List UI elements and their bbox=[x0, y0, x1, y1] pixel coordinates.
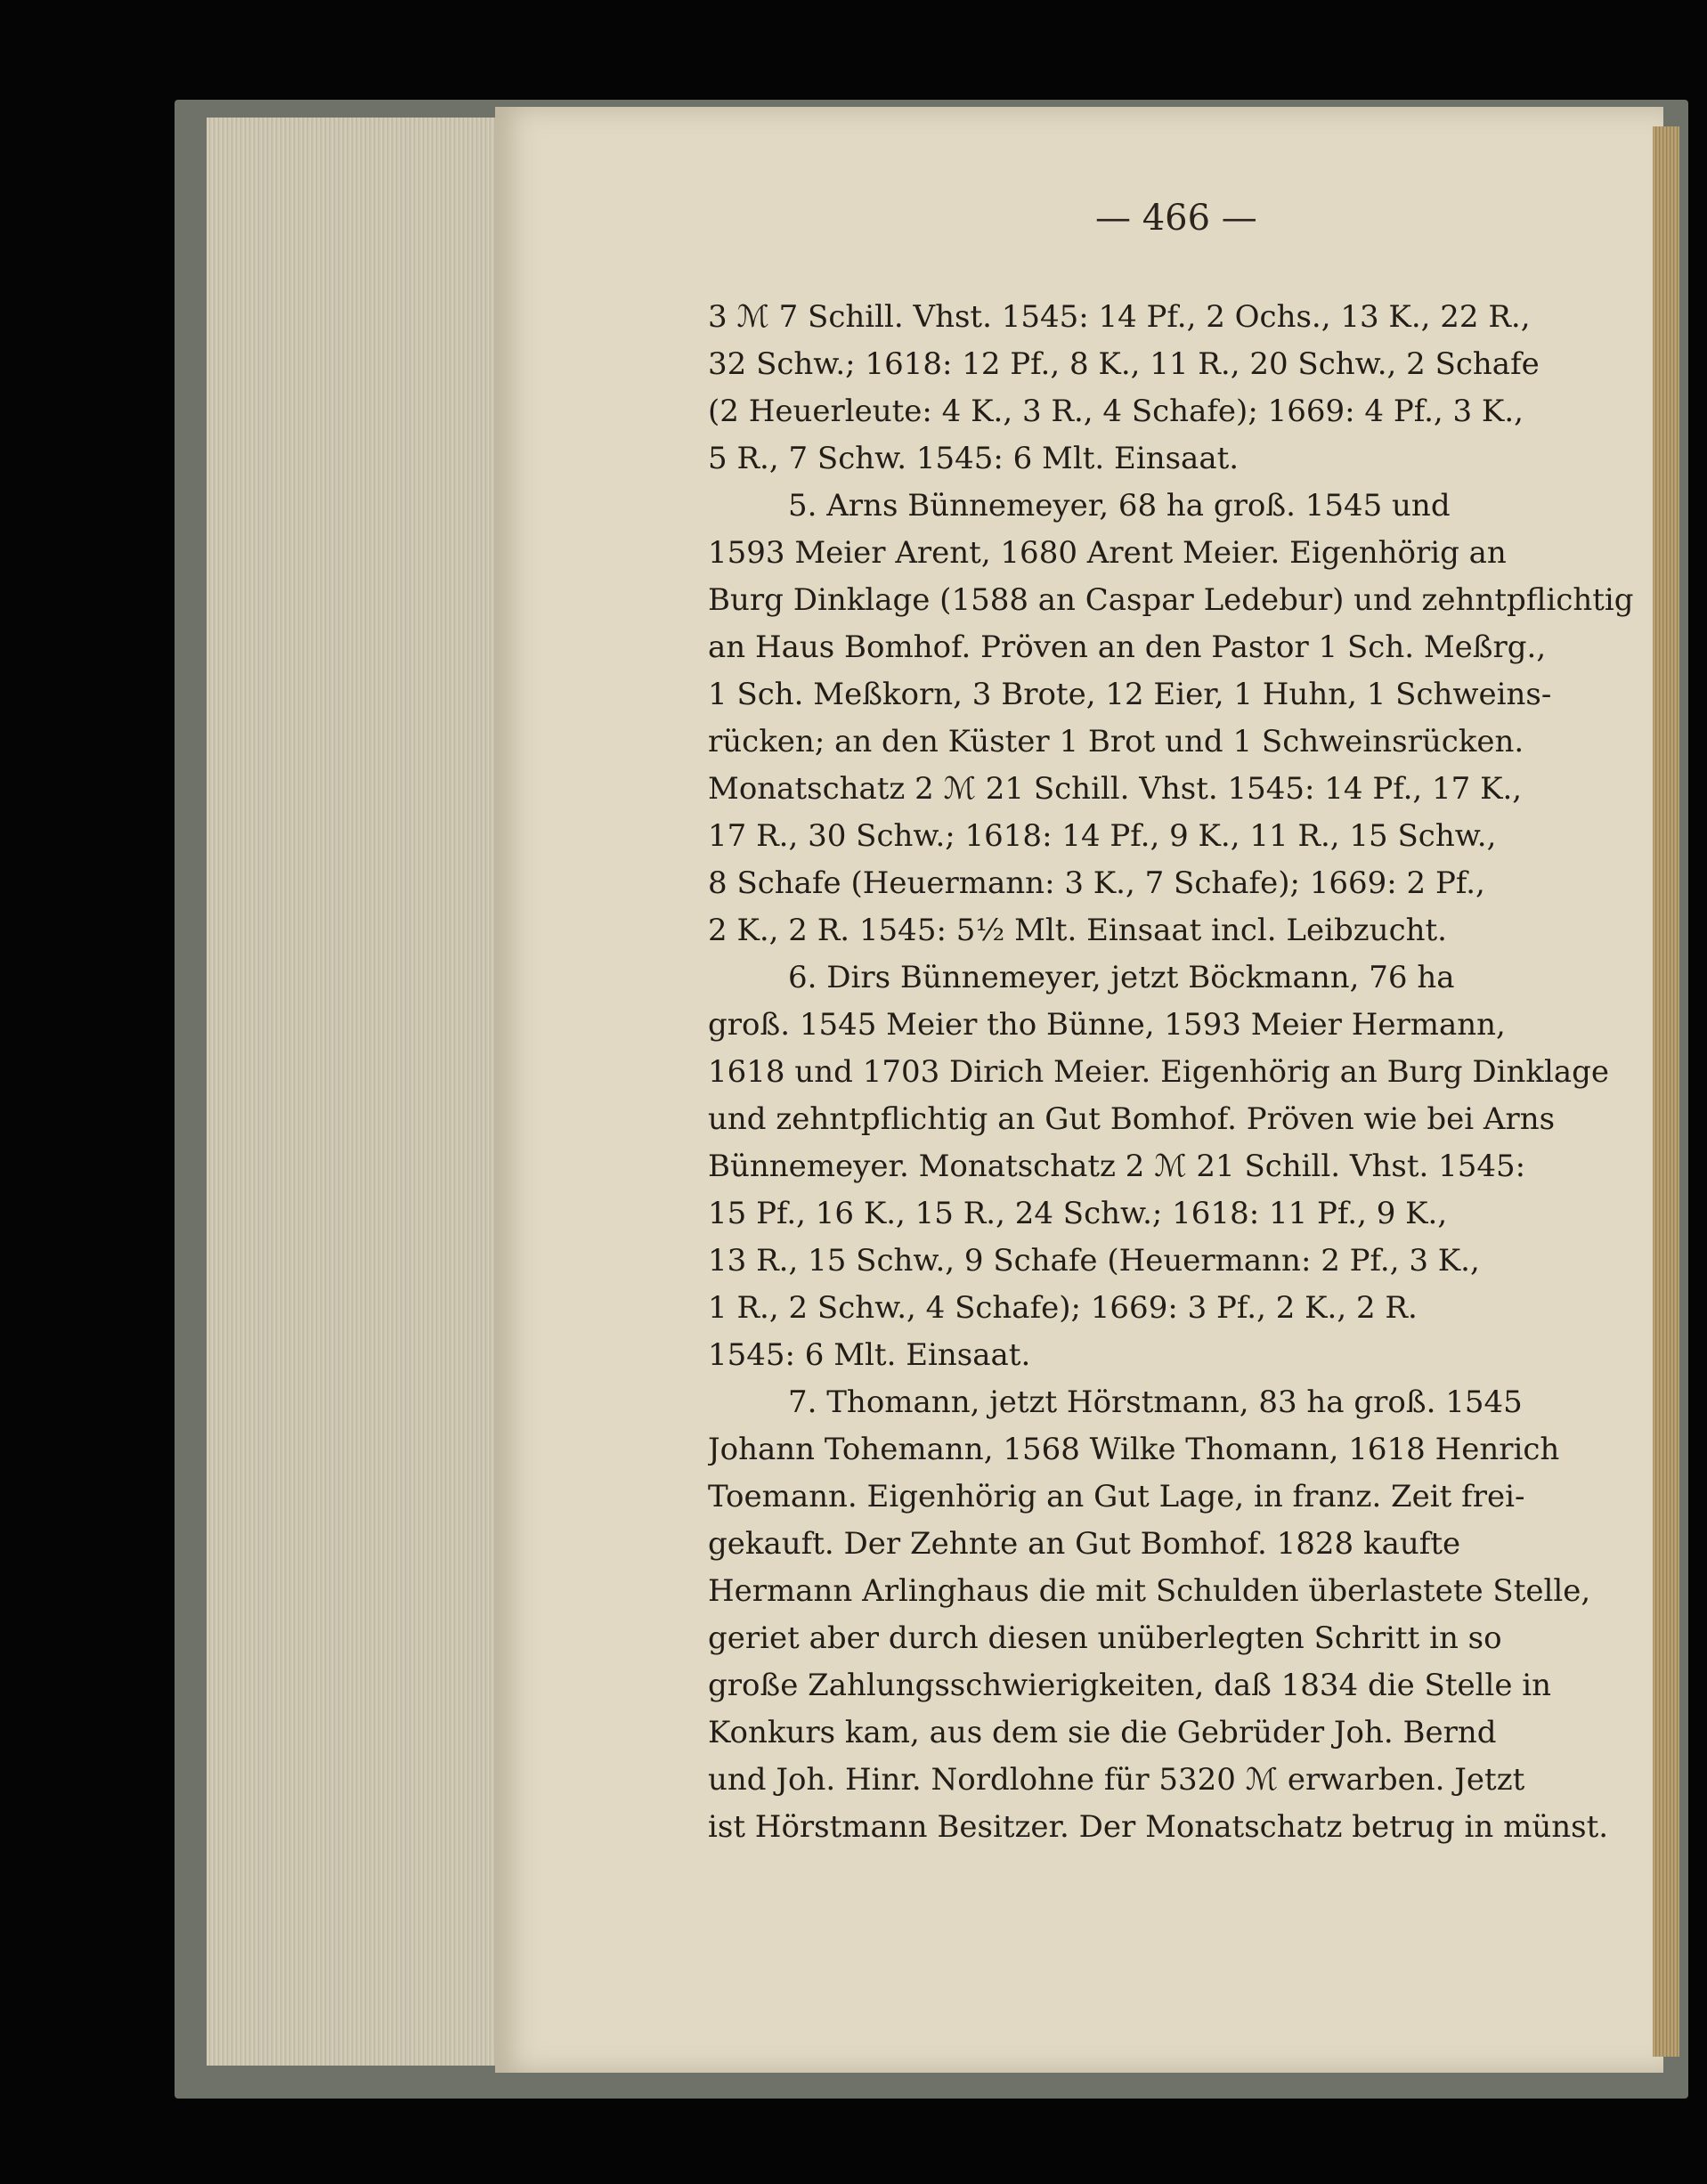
text-line: rücken; an den Küster 1 Brot und 1 Schweinsrücken. bbox=[708, 724, 1524, 759]
text-line: gekauft. Der Zehnte an Gut Bomhof. 1828 kaufte bbox=[708, 1526, 1461, 1562]
text-line: 8 Schafe (Heuermann: 3 K., 7 Schafe); 1669: 2 Pf., bbox=[708, 865, 1485, 901]
text-line: 2 K., 2 R. 1545: 5½ Mlt. Einsaat incl. Leibzucht. bbox=[708, 913, 1447, 948]
text-line: (2 Heuerleute: 4 K., 3 R., 4 Schafe); 1669: 4 Pf., 3 K., bbox=[708, 394, 1524, 429]
text-line: 1 Sch. Meßkorn, 3 Brote, 12 Eier, 1 Huhn, 1 Schweins- bbox=[708, 677, 1552, 712]
stacked-page-edges bbox=[207, 118, 509, 2066]
text-line: Toemann. Eigenhörig an Gut Lage, in franz. Zeit frei- bbox=[708, 1479, 1525, 1514]
text-line: an Haus Bomhof. Pröven an den Pastor 1 Sch. Meßrg., bbox=[708, 629, 1547, 665]
text-line: 17 R., 30 Schw.; 1618: 14 Pf., 9 K., 11 R., 15 Schw., bbox=[708, 818, 1497, 854]
text-line: Monatschatz 2 ℳ 21 Schill. Vhst. 1545: 14 Pf., 17 K., bbox=[708, 771, 1523, 807]
text-line: große Zahlungsschwierigkeiten, daß 1834 die Stelle in bbox=[708, 1668, 1552, 1703]
text-line: Bünnemeyer. Monatschatz 2 ℳ 21 Schill. Vhst. 1545: bbox=[708, 1149, 1526, 1184]
text-line: und zehntpflichtig an Gut Bomhof. Pröven wie bei Arns bbox=[708, 1101, 1556, 1137]
text-line: Johann Tohemann, 1568 Wilke Thomann, 1618 Henrich bbox=[708, 1432, 1560, 1467]
text-line: 13 R., 15 Schw., 9 Schafe (Heuermann: 2 Pf., 3 K., bbox=[708, 1243, 1480, 1279]
text-line: 1 R., 2 Schw., 4 Schafe); 1669: 3 Pf., 2 K., 2 R. bbox=[708, 1290, 1418, 1326]
text-line: 15 Pf., 16 K., 15 R., 24 Schw.; 1618: 11 Pf., 9 K., bbox=[708, 1196, 1448, 1231]
text-line: 6. Dirs Bünnemeyer, jetzt Böckmann, 76 ha bbox=[788, 960, 1455, 995]
text-line: 1593 Meier Arent, 1680 Arent Meier. Eigenhörig an bbox=[708, 535, 1507, 571]
text-line: Hermann Arlinghaus die mit Schulden überlastete Stelle, bbox=[708, 1573, 1591, 1609]
text-line: 5. Arns Bünnemeyer, 68 ha groß. 1545 und bbox=[788, 488, 1451, 524]
text-line: groß. 1545 Meier tho Bünne, 1593 Meier Hermann, bbox=[708, 1007, 1506, 1043]
text-line: 7. Thomann, jetzt Hörstmann, 83 ha groß. 1545 bbox=[788, 1384, 1523, 1420]
right-page-edges bbox=[1653, 126, 1679, 2057]
text-line: 32 Schw.; 1618: 12 Pf., 8 K., 11 R., 20 Schw., 2 Schafe bbox=[708, 346, 1540, 382]
page-body bbox=[708, 294, 1652, 1851]
text-line: ist Hörstmann Besitzer. Der Monatschatz betrug in münst. bbox=[708, 1809, 1609, 1845]
text-line: Burg Dinklage (1588 an Caspar Ledebur) und zehntpflichtig bbox=[708, 582, 1634, 618]
text-line: 1618 und 1703 Dirich Meier. Eigenhörig an Burg Dinklage bbox=[708, 1054, 1609, 1090]
text-line: 1545: 6 Mlt. Einsaat. bbox=[708, 1337, 1031, 1373]
text-line: geriet aber durch diesen unüberlegten Schritt in so bbox=[708, 1620, 1502, 1656]
text-line: 5 R., 7 Schw. 1545: 6 Mlt. Einsaat. bbox=[708, 441, 1240, 476]
text-line: 3 ℳ 7 Schill. Vhst. 1545: 14 Pf., 2 Ochs., 13 K., 22 R., bbox=[708, 299, 1531, 335]
text-line: und Joh. Hinr. Nordlohne für 5320 ℳ erwarben. Jetzt bbox=[708, 1762, 1525, 1798]
page-number: — 466 — bbox=[1095, 198, 1257, 239]
text-line: Konkurs kam, aus dem sie die Gebrüder Joh. Bernd bbox=[708, 1715, 1497, 1750]
